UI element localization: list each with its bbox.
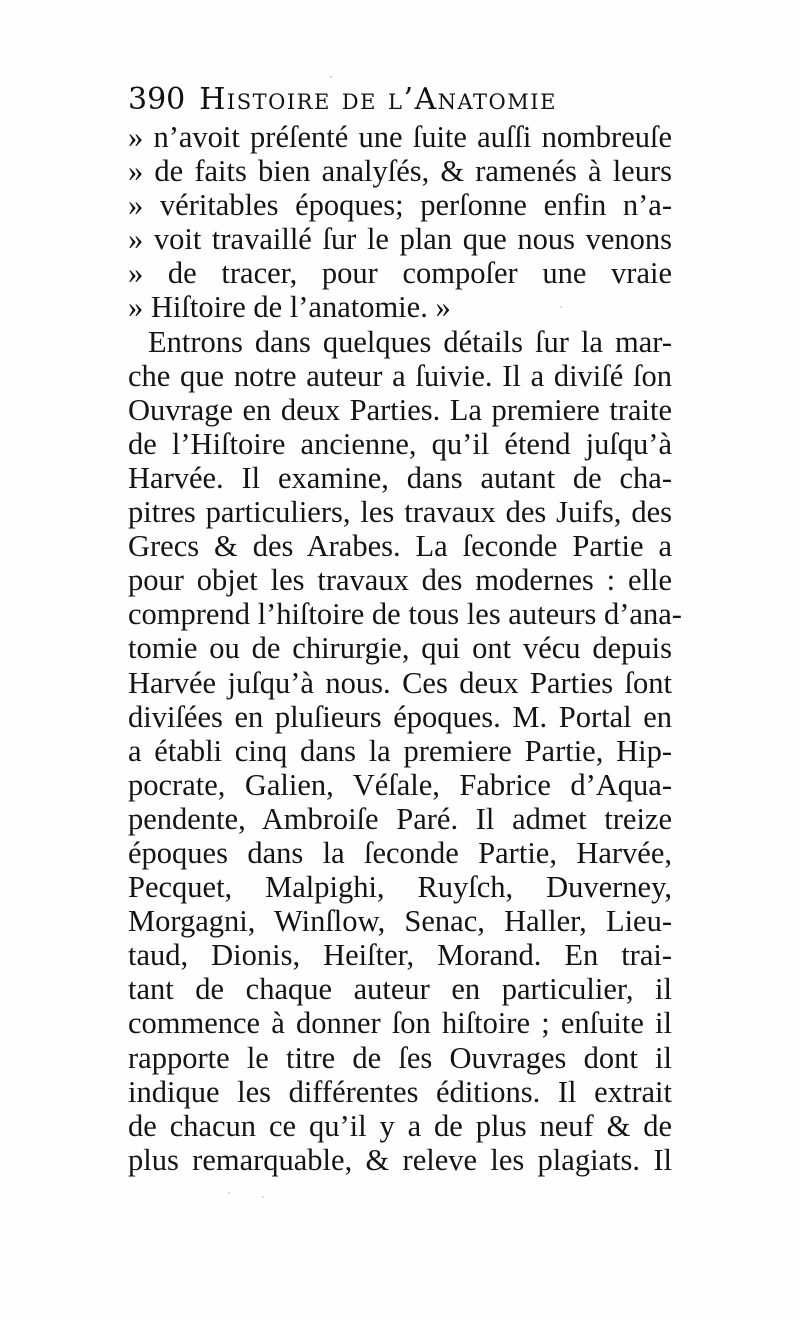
text-line: indique les différentes éditions. Il extrait bbox=[128, 1074, 672, 1109]
page-header bbox=[128, 82, 608, 122]
text-line: Morgagni, Winſlow, Senac, Haller, Lieu- bbox=[128, 904, 672, 939]
text-line: comprend l’hiſtoire de tous les auteurs d’ana- bbox=[128, 597, 682, 632]
text-line: de chacun ce qu’il y a de plus neuf & de bbox=[128, 1108, 672, 1143]
text-line: époques dans la ſeconde Partie, Harvée, bbox=[128, 835, 672, 870]
text-line: Harvée. Il examine, dans autant de cha- bbox=[128, 460, 672, 495]
text-line: rapporte le titre de ſes Ouvrages dont il bbox=[128, 1040, 672, 1075]
text-line: » véritables époques; perſonne enfin n’a- bbox=[128, 188, 672, 223]
page-number: 390 bbox=[128, 82, 186, 117]
text-line: Pecquet, Malpighi, Ruyſch, Duverney, bbox=[128, 870, 672, 905]
paper-speck bbox=[330, 76, 332, 78]
text-line: de l’Hiſtoire ancienne, qu’il étend juſqu’à bbox=[128, 426, 672, 461]
text-line: taud, Dionis, Heiſter, Morand. En trai- bbox=[128, 938, 672, 973]
text-line: plus remarquable, & releve les plagiats. Il bbox=[128, 1142, 672, 1177]
text-line: » n’avoit préſenté une ſuite auſſi nombreuſe bbox=[128, 120, 672, 154]
text-line: pitres particuliers, les travaux des Juifs, des bbox=[128, 495, 672, 530]
text-line: » voit travaillé ſur le plan que nous venons bbox=[128, 222, 672, 257]
text-line: che que notre auteur a ſuivie. Il a diviſé ſon bbox=[128, 358, 672, 393]
text-line: pendente, Ambroiſe Paré. Il admet treize bbox=[128, 801, 672, 836]
text-line: diviſées en pluſieurs époques. M. Portal en bbox=[128, 699, 672, 734]
text-line: pour objet les travaux des modernes : elle bbox=[128, 563, 672, 598]
paper-speck bbox=[228, 1192, 230, 1194]
text-line: commence à donner ſon hiſtoire ; enſuite il bbox=[128, 1006, 672, 1041]
text-line: » de faits bien analyſés, & ramenés à leurs bbox=[128, 154, 672, 189]
text-line: Grecs & des Arabes. La ſeconde Partie a bbox=[128, 529, 672, 564]
text-line: Harvée juſqu’à nous. Ces deux Parties ſont bbox=[128, 665, 672, 700]
text-line: a établi cinq dans la premiere Partie, Hip- bbox=[128, 733, 672, 768]
paper-speck bbox=[560, 306, 562, 308]
paper-speck bbox=[262, 1196, 264, 1198]
text-line: » de tracer, pour compoſer une vraie bbox=[128, 256, 672, 291]
text-line: tomie ou de chirurgie, qui ont vécu depuis bbox=[128, 631, 672, 666]
text-line: pocrate, Galien, Véſale, Fabrice d’Aqua- bbox=[128, 767, 672, 802]
text-line: » Hiſtoire de l’anatomie. » bbox=[128, 290, 451, 325]
body-text bbox=[128, 120, 682, 1177]
text-line: Ouvrage en deux Parties. La premiere traite bbox=[128, 392, 672, 427]
running-title: Histoire de l’Anatomie bbox=[199, 82, 557, 117]
text-line: tant de chaque auteur en particulier, il bbox=[128, 972, 672, 1007]
text-line: Entrons dans quelques détails ſur la mar- bbox=[148, 324, 672, 359]
